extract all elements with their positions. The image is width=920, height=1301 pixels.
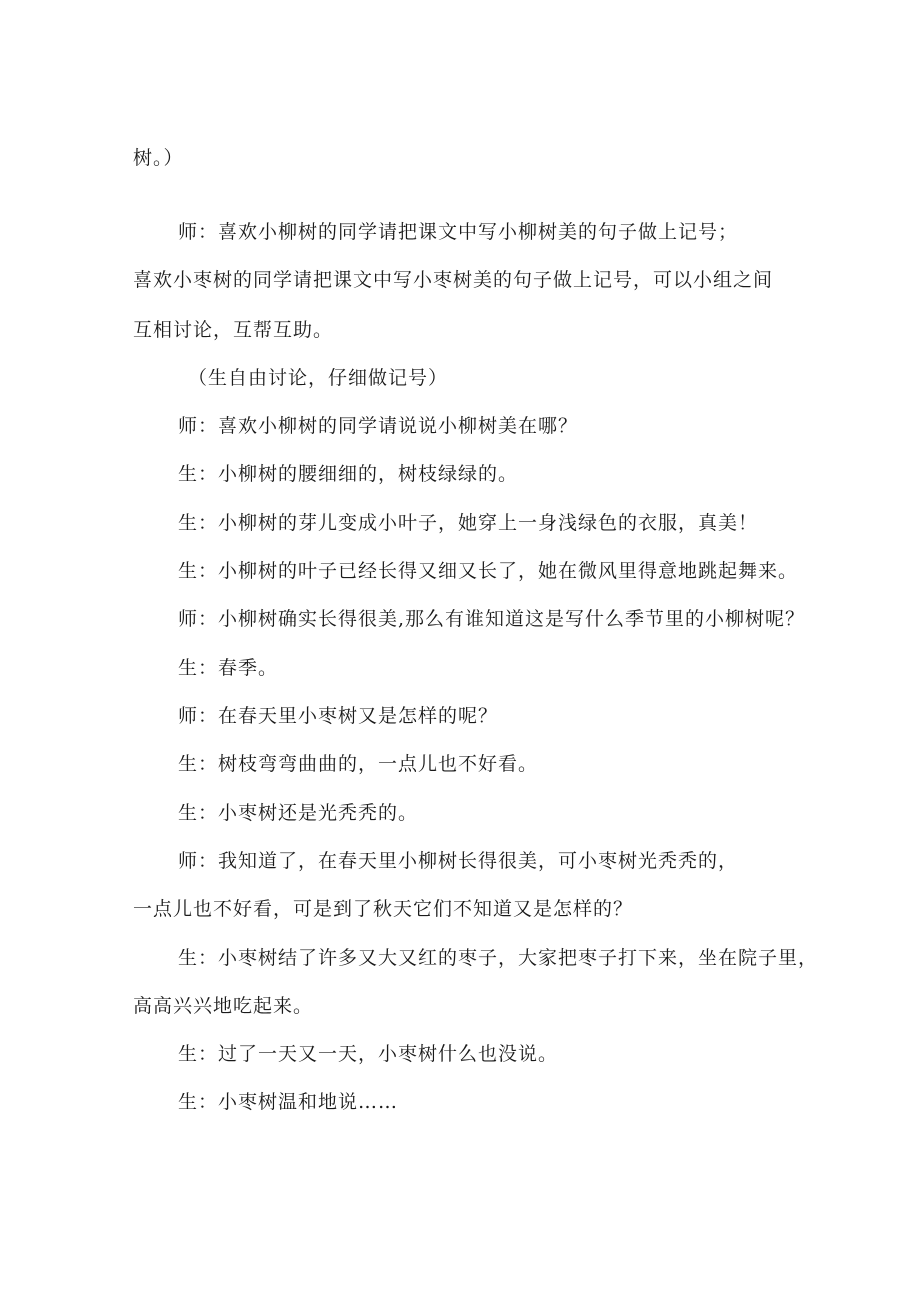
- text-line: 师：小柳树确实长得很美,那么有谁知道这是写什么季节里的小柳树呢？: [178, 608, 806, 630]
- text-line: 师：我知道了，在春天里小柳树长得很美，可小枣树光秃秃的，: [178, 850, 739, 872]
- text-line: 生：过了一天又一天，小枣树什么也没说。: [178, 1043, 559, 1065]
- text-line: 互相讨论，互帮互助。: [133, 319, 334, 341]
- text-line: 生：小枣树温和地说……: [178, 1091, 399, 1113]
- text-line: 生：小柳树的腰细细的，树枝绿绿的。: [178, 463, 519, 485]
- text-line: 生：树枝弯弯曲曲的，一点儿也不好看。: [178, 753, 539, 775]
- text-line: 生：小枣树还是光秃秃的。: [178, 802, 419, 824]
- text-line: 树。）: [133, 147, 184, 169]
- text-line: 生：小柳树的芽儿变成小叶子，她穿上一身浅绿色的衣服，真美！: [178, 512, 759, 534]
- text-line: 喜欢小枣树的同学请把课文中写小枣树美的句子做上记号，可以小组之间: [133, 269, 774, 291]
- text-line: 高高兴兴地吃起来。: [133, 995, 314, 1017]
- text-line: 师：喜欢小柳树的同学请说说小柳树美在哪？: [178, 415, 579, 437]
- text-line: 生：小枣树结了许多又大又红的枣子，大家把枣子打下来，坐在院子里，: [178, 947, 819, 969]
- text-line: 生：小柳树的叶子已经长得又细又长了，她在微风里得意地跳起舞来。: [178, 560, 799, 582]
- text-line: 生：春季。: [178, 657, 279, 679]
- text-line: （生自由讨论，仔细做记号）: [188, 367, 449, 389]
- text-line: 师：喜欢小柳树的同学请把课文中写小柳树美的句子做上记号；: [178, 221, 739, 243]
- text-line: 一点儿也不好看，可是到了秋天它们不知道又是怎样的？: [133, 898, 634, 920]
- text-line: 师：在春天里小枣树又是怎样的呢？: [178, 705, 499, 727]
